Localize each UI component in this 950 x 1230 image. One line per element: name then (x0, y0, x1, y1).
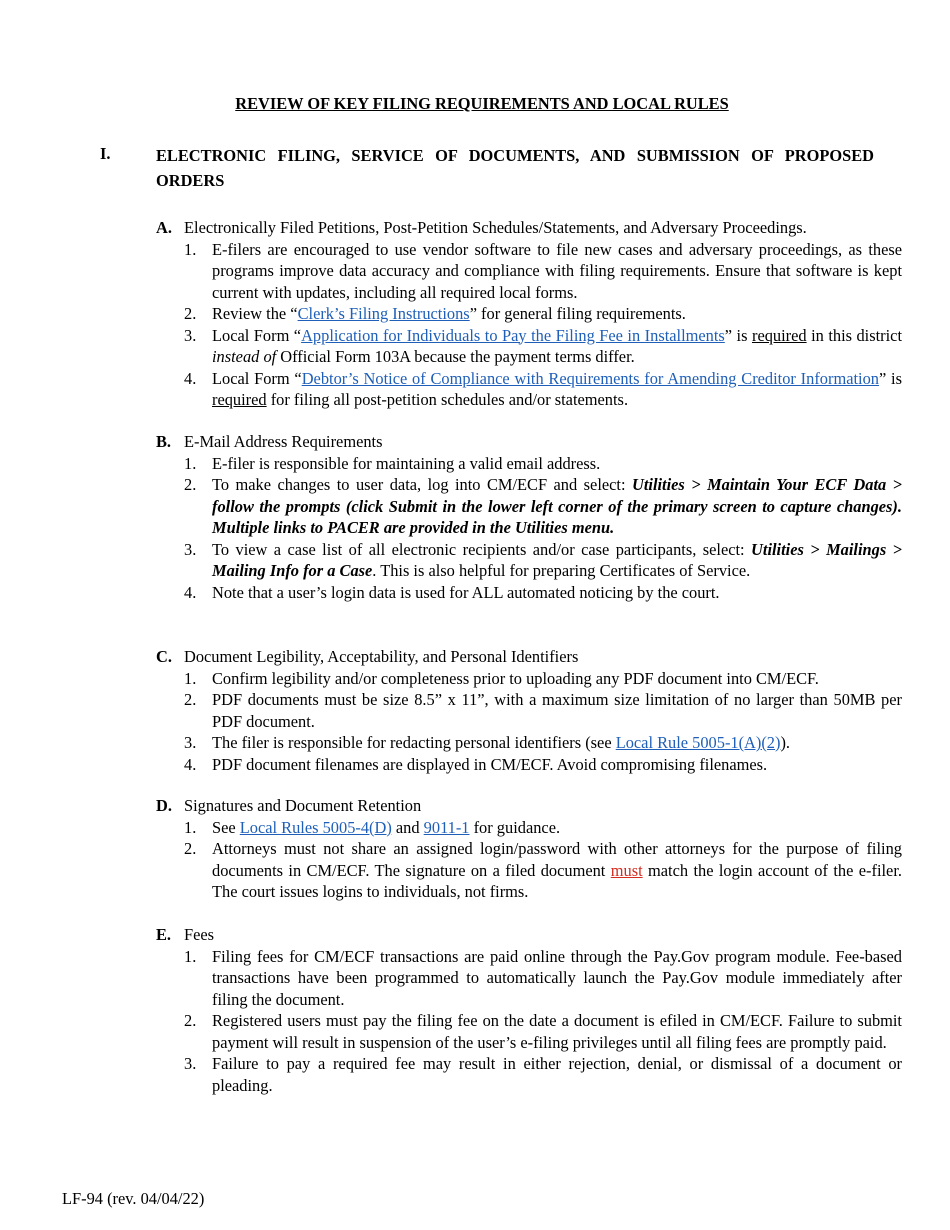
section-title: ELECTRONIC FILING, SERVICE OF DOCUMENTS, AND SUBMISSION OF PROPOSED ORDERS (156, 146, 874, 190)
subsection-b (156, 431, 902, 603)
list-item: 2. Attorneys must not share an assigned login/password with other attorneys for the purpose of filing documents in CM/ECF. The signature on a filed document must match the login account of the e-filer. The court issues logins to individuals, not firms. (184, 839, 902, 901)
section-number: I. (100, 144, 111, 163)
subsection-heading: Electronically Filed Petitions, Post-Petition Schedules/Statements, and Adversary Proceedings. (184, 218, 807, 237)
subsection-heading: Fees (184, 925, 215, 944)
list-item: 1. E-filers are encouraged to use vendor software to file new cases and adversary proceedings, as these programs improve data accuracy and compliance with filing requirements. Ensure that software is kept current with updates, including all required local forms. (184, 239, 902, 302)
local-rule-5005-4d-link[interactable]: Local Rules 5005-4(D) (239, 817, 392, 837)
subsection-letter: E. (156, 925, 172, 944)
list-item: 1. Filing fees for CM/ECF transactions are paid online through the Pay.Gov program module. Fee-based transactions have been programmed to automatically launch the Pay.Gov module immediately after filing the document. (184, 946, 902, 1009)
list-item: 2. Review the “Clerk’s Filing Instructions” for general filing requirements. (184, 304, 686, 323)
subsection-c (156, 646, 902, 775)
subsection-heading: E-Mail Address Requirements (184, 432, 383, 451)
clerks-filing-instructions-link[interactable]: Clerk’s Filing Instructions (297, 304, 470, 323)
list-item: 1. Confirm legibility and/or completeness prior to uploading any PDF document into CM/ECF. (184, 668, 819, 688)
list-item: 2. To make changes to user data, log into CM/ECF and select: Utilities > Maintain Your ECF Data > follow the prompts (click Submit in the lower left corner of the primary screen to capture changes). Multiple links to PACER are provided in the Utilities menu. (184, 475, 903, 537)
subsection-e (156, 924, 902, 1096)
subsection-letter: A. (156, 218, 172, 237)
list-item: 4. PDF document filenames are displayed in CM/ECF. Avoid compromising filenames. (184, 754, 768, 774)
list-item: 2. PDF documents must be size 8.5” x 11”, with a maximum size limitation of no larger than 50MB per PDF document. (184, 690, 902, 731)
list-item: 3. To view a case list of all electronic recipients and/or case participants, select: Utilities > Mailings > Mailing Info for a Case. This is also helpful for preparing Certificates of Service. (184, 539, 902, 580)
local-rule-5005-1-link[interactable]: Local Rule 5005-1(A)(2) (615, 733, 781, 752)
list-item: 4. Note that a user’s login data is used for ALL automated noticing by the court. (184, 582, 720, 602)
local-rule-9011-1-link[interactable]: 9011-1 (423, 817, 470, 837)
subsection-heading: Document Legibility, Acceptability, and Personal Identifiers (184, 647, 579, 666)
list-item: 1. E-filer is responsible for maintaining a valid email address. (184, 453, 601, 473)
installments-application-link[interactable]: Application for Individuals to Pay the Filing Fee in Installments (301, 325, 725, 345)
subsection-a (156, 217, 902, 411)
list-item: 3. Failure to pay a required fee may result in either rejection, denial, or dismissal of a document or pleading. (184, 1054, 902, 1095)
subsection-d (156, 795, 902, 903)
subsection-letter: C. (156, 647, 172, 666)
subsection-heading: Signatures and Document Retention (184, 796, 422, 815)
debtors-notice-compliance-link[interactable]: Debtor’s Notice of Compliance with Requirements for Amending Creditor Information (301, 368, 879, 388)
list-item: 1. See Local Rules 5005-4(D) and 9011-1 for guidance. (184, 817, 561, 837)
subsection-letter: D. (156, 796, 172, 815)
list-item: 2. Registered users must pay the filing fee on the date a document is efiled in CM/ECF. Failure to submit payment will result in suspension of the user’s e-filing privileges until all filing fees are promptly paid. (184, 1011, 902, 1052)
page-title: REVIEW OF KEY FILING REQUIREMENTS AND LOCAL RULES (235, 94, 729, 113)
form-footer: LF-94 (rev. 04/04/22) (62, 1189, 205, 1208)
list-item: 3. The filer is responsible for redacting personal identifiers (see Local Rule 5005-1(A)(2)). (184, 733, 791, 752)
list-item: 4. Local Form “Debtor’s Notice of Compliance with Requirements for Amending Creditor Information” is required for filing all post-petition schedules and/or statements. (184, 368, 902, 409)
list-item: 3. Local Form “Application for Individuals to Pay the Filing Fee in Installments” is required in this district instead of Official Form 103A because the payment terms differ. (184, 325, 903, 366)
subsection-letter: B. (156, 432, 172, 451)
